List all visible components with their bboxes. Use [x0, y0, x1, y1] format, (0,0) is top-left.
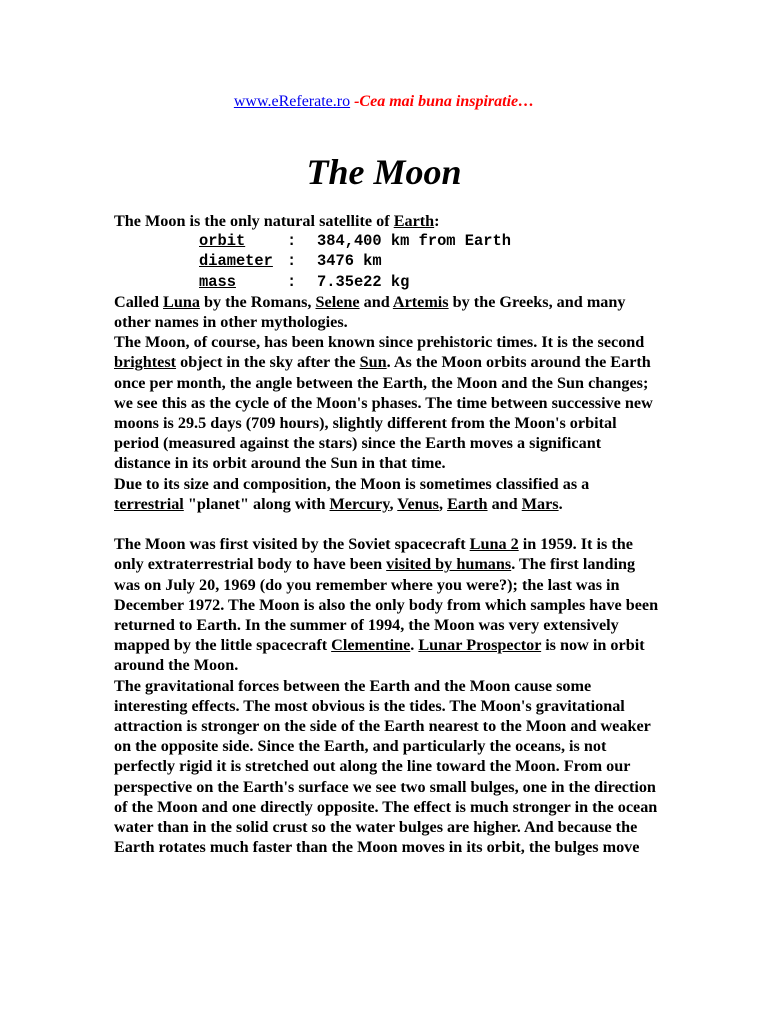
document-body — [114, 211, 659, 857]
visited-text: . The first landing was on July 20, 1969 (do you remember where you were?); the last was in December 1972. The Moon is also the only body from which samples have been returned to Earth. In the summer of 1994, the Moon was very extensively mapped by the little spacecraft — [114, 555, 659, 655]
brightest-link[interactable]: brightest — [114, 353, 177, 372]
visited-text: The Moon was first visited by the Soviet spacecraft — [114, 535, 470, 554]
diameter-value: 3476 km — [317, 252, 382, 271]
size-text: and — [487, 494, 522, 513]
orbit-value: 384,400 km from Earth — [317, 232, 511, 251]
spec-row-diameter — [114, 251, 659, 271]
names-text: by the Romans, — [199, 292, 316, 311]
luna-2-link[interactable]: Luna 2 — [469, 535, 519, 554]
terrestrial-link[interactable]: terrestrial — [114, 494, 184, 513]
names-text: Called — [114, 292, 164, 311]
spec-row-mass — [114, 272, 659, 292]
tides-paragraph: The gravitational forces between the Earth and the Moon cause some interesting effects. The most obvious is the tides. The Moon's gravitational attraction is stronger on the side of the Earth nearest to the Moon and weaker on the opposite side. Since the Earth, and particularly the oceans, is not perfectly rigid it is stretched out along the line toward the Moon. From our perspective on the Earth's surface we see two small bulges, one in the direction of the Moon and one directly opposite. The effect is much stronger in the ocean water than in the solid crust so the water bulges are higher. And because the Earth rotates much faster than the Moon moves in its orbit, the bulges move — [114, 676, 658, 857]
size-text: Due to its size and composition, the Moon is sometimes classified as a — [114, 474, 590, 493]
spec-colon: : — [287, 272, 297, 291]
known-text: . As the Moon orbits around the Earth once per month, the angle between the Earth, the Moon and the Sun changes; we see this as the cycle of the Moon's phases. The time between successive new moons is 29.5 days (709 hours), slightly different from the Moon's orbital period (measured against the stars) since the Earth moves a significant distance in its orbit around the Sun in that time. — [114, 353, 653, 473]
known-paragraph — [114, 332, 659, 473]
selene-link[interactable]: Selene — [315, 292, 360, 311]
luna-link[interactable]: Luna — [163, 292, 200, 311]
mass-value: 7.35e22 kg — [317, 272, 410, 291]
site-link[interactable]: www.eReferate.ro — [233, 93, 351, 110]
visited-text: in 1959. It is the only extraterrestrial body to have been — [114, 535, 633, 574]
size-text: "planet" along with — [183, 494, 330, 513]
spec-colon: : — [287, 232, 297, 251]
visited-by-humans-link[interactable]: visited by humans — [386, 555, 512, 574]
visited-paragraph — [114, 534, 659, 675]
mass-link[interactable]: mass — [199, 272, 236, 291]
site-tagline: Cea mai buna inspiratie… — [359, 93, 535, 110]
spec-colon: : — [287, 252, 297, 271]
mercury-link[interactable]: Mercury — [329, 494, 390, 513]
intro-text: The Moon is the only natural satellite of — [114, 212, 394, 230]
lunar-prospector-link[interactable]: Lunar Prospector — [418, 636, 542, 655]
visited-text: . — [410, 636, 419, 655]
spec-row-orbit — [114, 231, 659, 251]
site-header — [0, 92, 768, 112]
names-text: by the Greeks, and many other names in other mythologies. — [114, 292, 626, 331]
header-separator: - — [354, 93, 360, 110]
paragraph-gap — [114, 514, 659, 534]
known-text: object in the sky after the — [176, 353, 360, 372]
artemis-link[interactable]: Artemis — [392, 292, 449, 311]
venus-link[interactable]: Venus — [397, 494, 439, 513]
sun-link[interactable]: Sun — [359, 353, 387, 372]
earth-link[interactable]: Earth — [447, 494, 488, 513]
size-text: , — [438, 494, 448, 513]
earth-link[interactable]: Earth — [393, 212, 435, 230]
moon-specs — [114, 231, 659, 292]
mars-link[interactable]: Mars — [521, 494, 559, 513]
visited-text: is now in orbit around the Moon. — [114, 636, 645, 675]
orbit-link[interactable]: orbit — [199, 232, 246, 251]
diameter-link[interactable]: diameter — [199, 252, 273, 271]
page-title: The Moon — [306, 152, 462, 192]
size-paragraph — [114, 474, 659, 514]
size-text: . — [558, 494, 563, 513]
intro-end: : — [434, 212, 440, 230]
intro-paragraph — [114, 211, 659, 231]
clementine-link[interactable]: Clementine — [331, 636, 411, 655]
size-text: , — [389, 494, 398, 513]
names-text: and — [359, 292, 393, 311]
known-text: The Moon, of course, has been known since prehistoric times. It is the second — [114, 333, 645, 352]
names-paragraph — [114, 292, 659, 332]
